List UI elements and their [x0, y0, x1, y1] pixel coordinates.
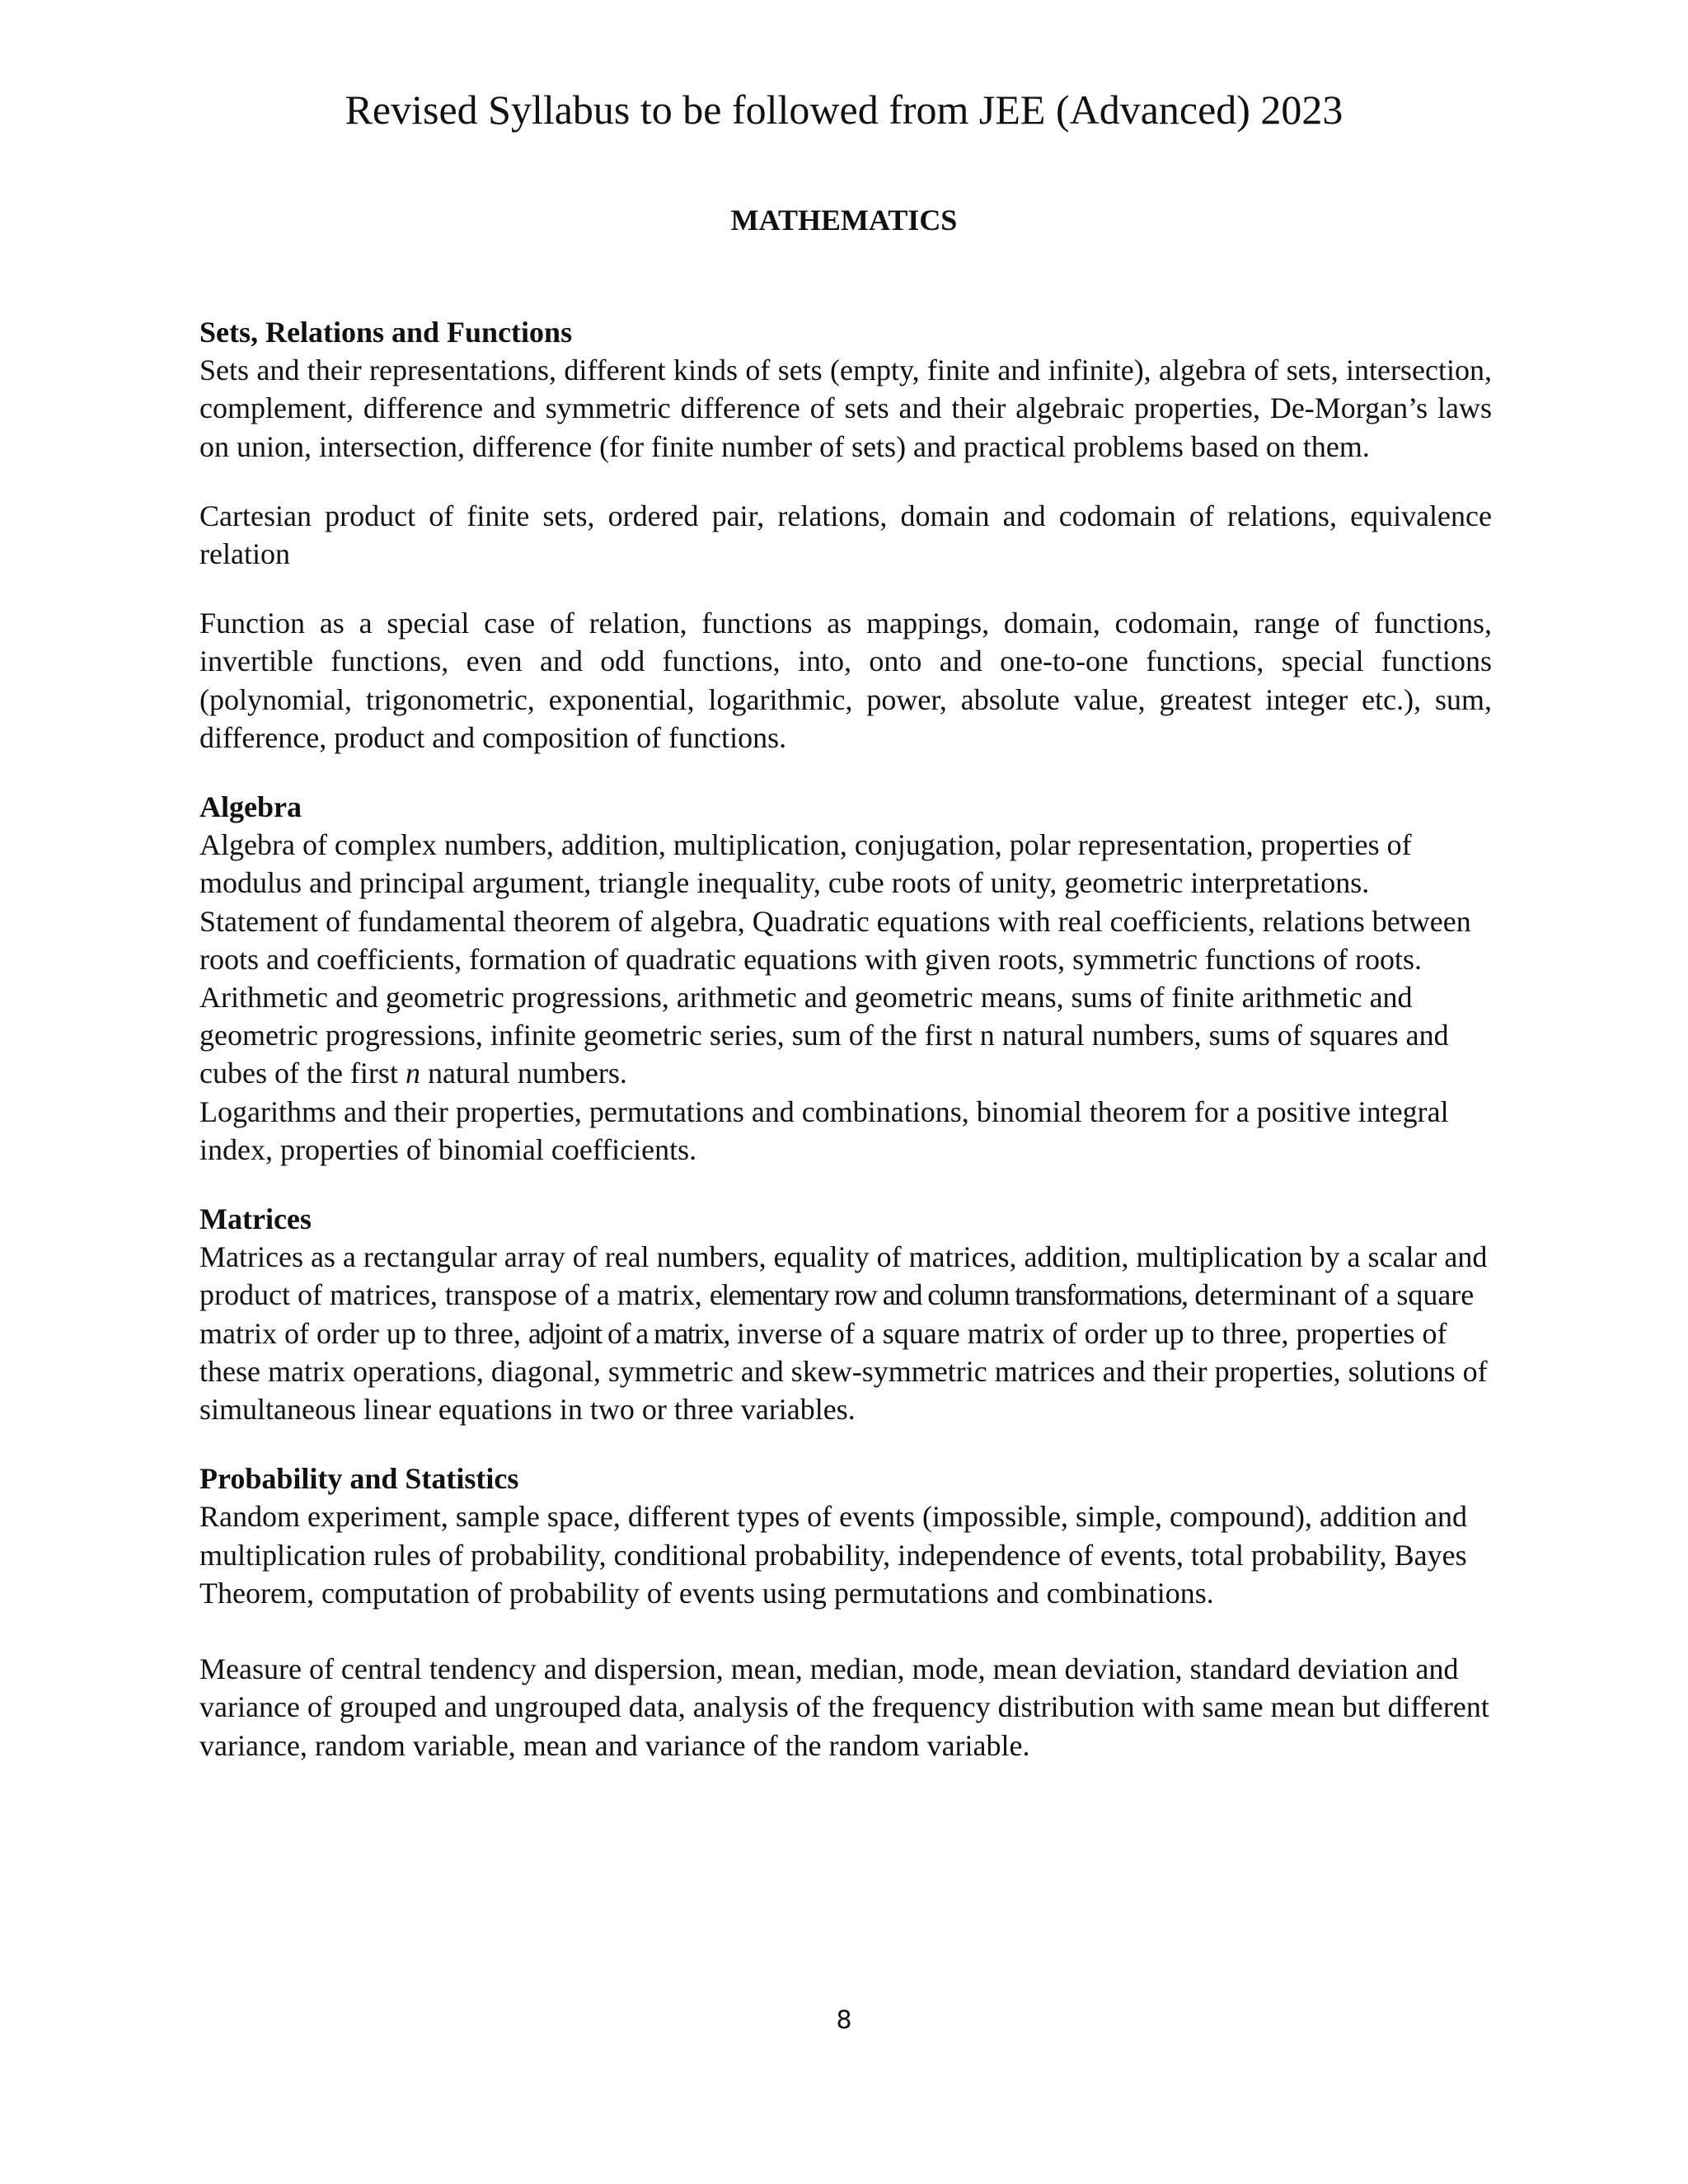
paragraph: Function as a special case of relation, functions as mappings, domain, codomain, range of functions, invertible functions, even and odd functions, into, onto and one-to-one functions, special functions (polynomial, trigonometric, exponential, logarithmic, power, absolute value, greatest integer etc.), sum, difference, product and composition of functions.	[199, 607, 1492, 754]
paragraph: Random experiment, sample space, different types of events (impossible, simple, compound), addition and multiplication rules of probability, conditional probability, independence of events, total probability, Bayes Theorem, computation of probability of events using permutations and combinations.	[199, 1500, 1467, 1610]
section-sets-relations-functions	[199, 313, 1492, 757]
section-title: Matrices	[199, 1202, 312, 1236]
text-run: natural numbers.	[420, 1057, 627, 1090]
paragraph	[199, 1238, 1492, 1428]
section-title: Sets, Relations and Functions	[199, 316, 573, 349]
page-number: 8	[836, 2006, 852, 2035]
section-probability-statistics	[199, 1460, 1492, 1764]
condensed-text-run: elementary row and column transformations,	[709, 1278, 1188, 1312]
paragraph: Algebra of complex numbers, addition, multiplication, conjugation, polar representation, properties of modulus and principal argument, triangle inequality, cube roots of unity, geometric interpretations.	[199, 828, 1412, 900]
section-title: Algebra	[199, 790, 302, 824]
text-run: Arithmetic and geometric progressions, arithmetic and geometric means, sums of finite arithmetic and geometric progressions, infinite geometric series, sum of the first n natural numbers, sums of squares and cubes of the first	[199, 981, 1449, 1090]
section-algebra	[199, 788, 1492, 1169]
syllabus-content	[199, 313, 1492, 1765]
paragraph	[199, 978, 1492, 1093]
paragraph: Logarithms and their properties, permutations and combinations, binomial theorem for a positive integral index, properties of binomial coefficients.	[199, 1094, 1449, 1166]
paragraph: Statement of fundamental theorem of algebra, Quadratic equations with real coefficients, relations between roots and coefficients, formation of quadratic equations with given roots, symmetric functions of roots.	[199, 904, 1471, 976]
condensed-text-run: adjoint of a matrix,	[528, 1316, 729, 1350]
page-header-title: Revised Syllabus to be followed from JEE (Advanced) 2023	[345, 87, 1343, 133]
section-title: Probability and Statistics	[199, 1462, 519, 1496]
subject-title: MATHEMATICS	[730, 204, 958, 237]
paragraph: Sets and their representations, different kinds of sets (empty, finite and infinite), algebra of sets, intersection, complement, difference and symmetric difference of sets and their algebraic properties, De-Morgan’s laws on union, intersection, difference (for finite number of sets) and practical problems based on them.	[199, 354, 1492, 463]
section-matrices	[199, 1200, 1492, 1428]
paragraph: Cartesian product of finite sets, ordered pair, relations, domain and codomain of relations, equivalence relation	[199, 499, 1492, 571]
text-run: determinant of a square matrix of order up to three,	[199, 1278, 1475, 1350]
paragraph: Measure of central tendency and dispersion, mean, median, mode, mean deviation, standard deviation and variance of grouped and ungrouped data, analysis of the frequency distribution with same mean but different variance, random variable, mean and variance of the random variable.	[199, 1652, 1489, 1762]
text-run: Matrices as a rectangular array of real numbers, equality of matrices, addition, multiplication by a scalar and product of matrices, transpose of a matrix,	[199, 1240, 1488, 1312]
text-run: inverse of a square matrix of order up to three, properties of these matrix operations, diagonal, symmetric and skew-symmetric matrices and their properties, solutions of simultaneous linear equations in two or three variables.	[199, 1316, 1488, 1427]
italic-variable: n	[405, 1057, 420, 1090]
